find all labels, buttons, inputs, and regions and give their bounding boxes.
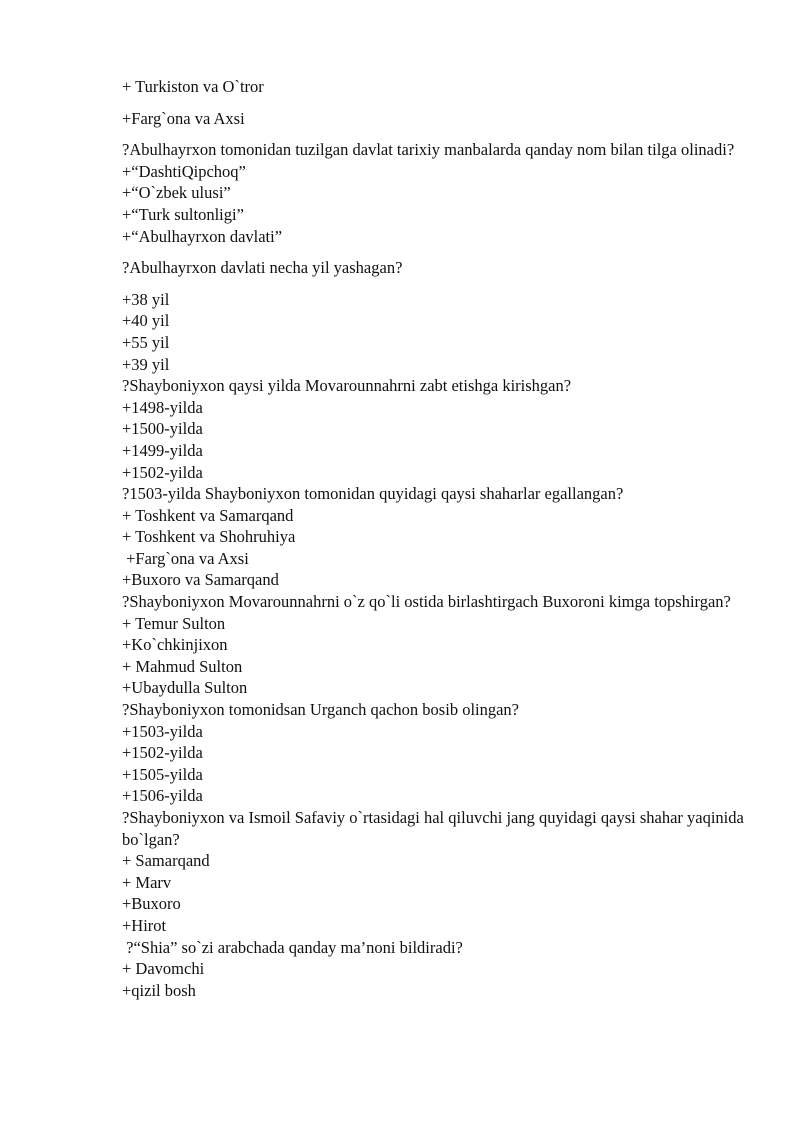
answer-option: +1505-yilda bbox=[122, 764, 203, 784]
answer-option: + Toshkent va Samarqand bbox=[122, 505, 294, 525]
answer-option: +Ubaydulla Sulton bbox=[122, 678, 248, 698]
answer-option: +qizil bosh bbox=[122, 980, 196, 1000]
answer-option: +1498-yilda bbox=[122, 397, 203, 417]
answer-option: +55 yil bbox=[122, 332, 170, 352]
question-text: ?“Shia” so`zi arabchada qanday ma’noni bildiradi? bbox=[122, 937, 463, 957]
question-block bbox=[122, 139, 772, 247]
answer-option: +“DashtiQipchoq” bbox=[122, 161, 246, 181]
question-block bbox=[122, 257, 772, 279]
paragraph bbox=[122, 76, 772, 98]
answer-option: +“Abulhayrxon davlati” bbox=[122, 226, 283, 246]
answer-option: +“O`zbek ulusi” bbox=[122, 183, 231, 203]
answer-option: + Temur Sulton bbox=[122, 613, 226, 633]
answer-option: +1499-yilda bbox=[122, 440, 203, 460]
answer-option: +40 yil bbox=[122, 311, 170, 331]
answer-option: +Farg`ona va Axsi bbox=[122, 548, 249, 568]
question-text: ?Shayboniyxon tomonidsan Urganch qachon bosib olingan? bbox=[122, 700, 520, 720]
answer-option: + Samarqand bbox=[122, 851, 210, 871]
answer-option: + Toshkent va Shohruhiya bbox=[122, 527, 296, 547]
answer-option: +“Turk sultonligi” bbox=[122, 204, 244, 224]
answer-option: +1506-yilda bbox=[122, 786, 203, 806]
answer-option: +1502-yilda bbox=[122, 462, 203, 482]
question-text: ?Shayboniyxon qaysi yilda Movarounnahrni zabt etishga kirishgan? bbox=[122, 376, 572, 396]
answer-option: + Mahmud Sulton bbox=[122, 656, 243, 676]
question-list bbox=[122, 289, 772, 1002]
answer-option: +1503-yilda bbox=[122, 721, 203, 741]
answer-option: +39 yil bbox=[122, 354, 170, 374]
answer-option: +Buxoro va Samarqand bbox=[122, 570, 279, 590]
answer-option: +Buxoro bbox=[122, 894, 181, 914]
answer-option: + Davomchi bbox=[122, 959, 205, 979]
answer-option: +38 yil bbox=[122, 289, 170, 309]
text-line: + Turkiston va O`tror bbox=[122, 77, 264, 96]
question-text: ?Shayboniyxon Movarounnahrni o`z qo`li ostida birlashtirgach Buxoroni kimga topshirgan? bbox=[122, 592, 731, 612]
answer-option: +Hirot bbox=[122, 915, 167, 935]
answer-option: + Marv bbox=[122, 872, 172, 892]
answer-option: +1500-yilda bbox=[122, 419, 203, 439]
answer-option: +1502-yilda bbox=[122, 743, 203, 763]
paragraph bbox=[122, 108, 772, 130]
question-text: ?Abulhayrxon davlati necha yil yashagan? bbox=[122, 258, 403, 278]
document-body bbox=[122, 76, 772, 1001]
question-text: ?Abulhayrxon tomonidan tuzilgan davlat tarixiy manbalarda qanday nom bilan tilga olinadi? bbox=[122, 140, 735, 160]
question-text: ?Shayboniyxon va Ismoil Safaviy o`rtasidagi hal qiluvchi jang quyidagi qaysi shahar yaqinida bo`lgan? bbox=[122, 808, 748, 849]
text-line: +Farg`ona va Axsi bbox=[122, 108, 245, 128]
question-text: ?1503-yilda Shayboniyxon tomonidan quyidagi qaysi shaharlar egallangan? bbox=[122, 484, 624, 504]
answer-option: +Ko`chkinjixon bbox=[122, 635, 228, 655]
